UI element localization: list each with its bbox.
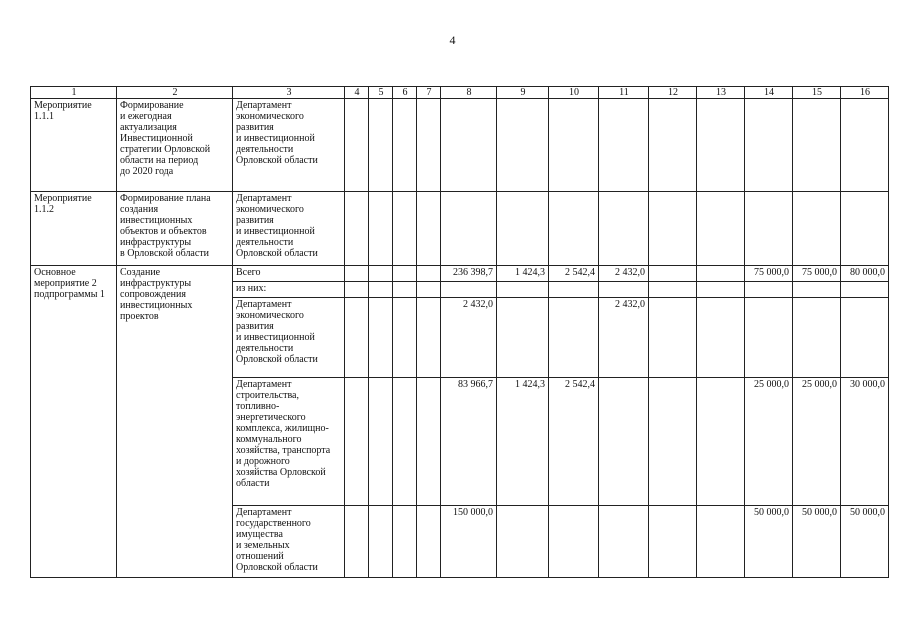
dept-construction-label: Департамент строительства, топливно- энергетического комплекса, жилищно- коммунального хозяйства, транспорта и дорожного хозяйства Орловской области <box>233 378 345 506</box>
table-row-activity-1-1-2 <box>31 192 889 266</box>
header-cell: 10 <box>549 87 599 99</box>
dept-property-col15: 50 000,0 <box>793 506 841 578</box>
header-row <box>31 87 889 99</box>
dept-economy-label: Департамент экономического развития и инвестиционной деятельности Орловской области <box>233 298 345 378</box>
total-col10: 2 542,4 <box>549 266 599 282</box>
responsible-executor: Департамент экономического развития и инвестиционной деятельности Орловской области <box>233 192 345 266</box>
total-label: Всего <box>233 266 345 282</box>
dept-property-col16: 50 000,0 <box>841 506 889 578</box>
dept-construction-col10: 2 542,4 <box>549 378 599 506</box>
dept-property-col8: 150 000,0 <box>441 506 497 578</box>
dept-construction-col15: 25 000,0 <box>793 378 841 506</box>
header-cell: 16 <box>841 87 889 99</box>
header-cell: 11 <box>599 87 649 99</box>
header-cell: 4 <box>345 87 369 99</box>
activity-code: Мероприятие 1.1.1 <box>31 99 117 192</box>
header-cell: 3 <box>233 87 345 99</box>
of-which-label: из них: <box>233 282 345 298</box>
dept-economy-col8: 2 432,0 <box>441 298 497 378</box>
total-col8: 236 398,7 <box>441 266 497 282</box>
page-number: 4 <box>449 33 456 47</box>
dept-economy-col11: 2 432,0 <box>599 298 649 378</box>
total-col16: 80 000,0 <box>841 266 889 282</box>
dept-construction-col16: 30 000,0 <box>841 378 889 506</box>
total-col11: 2 432,0 <box>599 266 649 282</box>
header-cell: 2 <box>117 87 233 99</box>
header-cell: 8 <box>441 87 497 99</box>
header-cell: 6 <box>393 87 417 99</box>
activity-name: Создание инфраструктуры сопровождения инвестиционных проектов <box>117 266 233 578</box>
header-cell: 15 <box>793 87 841 99</box>
dept-construction-col9: 1 424,3 <box>497 378 549 506</box>
dept-property-col14: 50 000,0 <box>745 506 793 578</box>
header-cell: 7 <box>417 87 441 99</box>
responsible-executor: Департамент экономического развития и инвестиционной деятельности Орловской области <box>233 99 345 192</box>
activity-name: Формирование и ежегодная актуализация Инвестиционной стратегии Орловской области на период до 2020 года <box>117 99 233 192</box>
dept-property-label: Департамент государственного имущества и земельных отношений Орловской области <box>233 506 345 578</box>
table-row-total <box>31 266 889 282</box>
header-cell: 5 <box>369 87 393 99</box>
header-cell: 12 <box>649 87 697 99</box>
total-col9: 1 424,3 <box>497 266 549 282</box>
budget-table <box>30 86 889 578</box>
header-cell: 13 <box>697 87 745 99</box>
total-col14: 75 000,0 <box>745 266 793 282</box>
header-cell: 9 <box>497 87 549 99</box>
total-col15: 75 000,0 <box>793 266 841 282</box>
dept-construction-col8: 83 966,7 <box>441 378 497 506</box>
activity-code: Основное мероприятие 2 подпрограммы 1 <box>31 266 117 578</box>
table-row-activity-1-1-1 <box>31 99 889 192</box>
header-cell: 1 <box>31 87 117 99</box>
activity-name: Формирование плана создания инвестиционных объектов и объектов инфраструктуры в Орловской области <box>117 192 233 266</box>
activity-code: Мероприятие 1.1.2 <box>31 192 117 266</box>
header-cell: 14 <box>745 87 793 99</box>
dept-construction-col14: 25 000,0 <box>745 378 793 506</box>
